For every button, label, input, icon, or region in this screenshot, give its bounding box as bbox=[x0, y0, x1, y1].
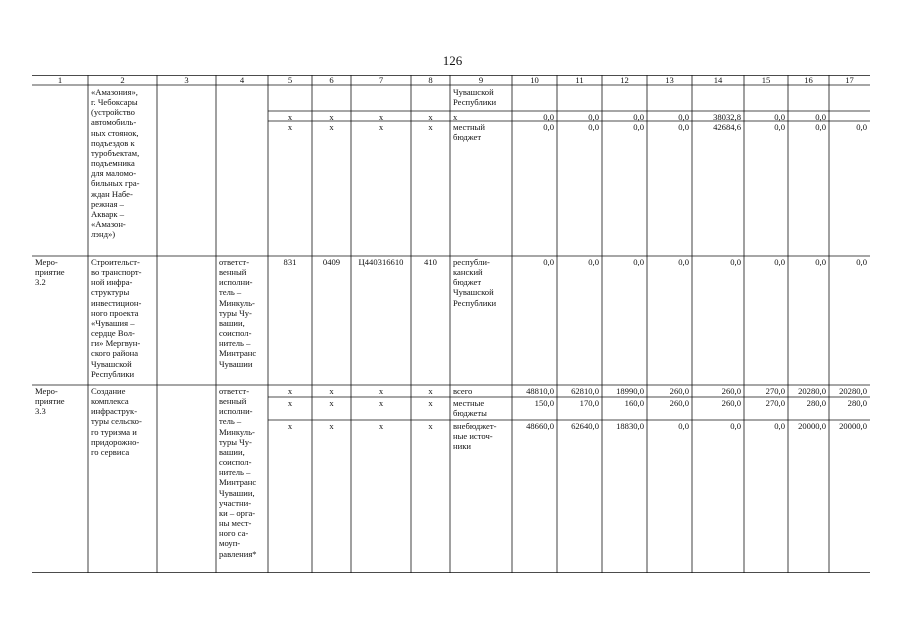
table-cell-col8: х bbox=[428, 398, 433, 408]
table-cell-col8: х bbox=[428, 386, 433, 396]
table-cell-col6: х bbox=[329, 421, 334, 431]
table-cell-col15: 270,0 bbox=[765, 398, 785, 408]
table-cell-col9: республи- канский бюджет Чувашской Республики bbox=[453, 257, 497, 308]
column-header: 1 bbox=[57, 75, 63, 85]
table-cell-col14: 0,0 bbox=[730, 257, 741, 267]
table-cell-col17: 20280,0 bbox=[839, 386, 867, 396]
table-cell-col16: 0,0 bbox=[815, 257, 826, 267]
table-cell-col9: внебюджет- ные источ- ники bbox=[453, 421, 497, 452]
table-cell-col8: х bbox=[428, 122, 433, 132]
table-cell-col11: 0,0 bbox=[588, 122, 599, 132]
table-cell-col10: 150,0 bbox=[534, 398, 554, 408]
table-cell-col14: 42684,6 bbox=[713, 122, 741, 132]
column-header: 14 bbox=[713, 75, 723, 85]
table-cell-col15: 0,0 bbox=[774, 257, 785, 267]
budget-table bbox=[32, 75, 870, 573]
measure-number: Меро- приятие 3.2 bbox=[35, 257, 65, 288]
table-cell-col14: 38032,8 bbox=[713, 112, 741, 122]
table-cell-col5: х bbox=[287, 122, 293, 132]
table-cell-col5: 831 bbox=[283, 257, 297, 267]
table-cell-col7: х bbox=[378, 398, 384, 408]
table-cell-col9: х bbox=[453, 112, 458, 122]
column-header: 3 bbox=[184, 75, 189, 85]
table-cell-col11: 62640,0 bbox=[571, 421, 599, 431]
page-number: 126 bbox=[442, 53, 463, 68]
table-cell-col5: х bbox=[287, 398, 293, 408]
table-cell-col12: 0,0 bbox=[633, 122, 644, 132]
table-cell-col6: 0409 bbox=[322, 257, 341, 267]
table-cell-col13: 0,0 bbox=[678, 112, 689, 122]
column-header: 13 bbox=[665, 75, 674, 85]
column-header: 15 bbox=[761, 75, 771, 85]
table-cell-col17: 280,0 bbox=[847, 398, 867, 408]
table-cell-col5: х bbox=[287, 421, 293, 431]
table-cell-col5: х bbox=[287, 386, 293, 396]
measure-description: Строительст- во транспорт- ной инфра- структуры инвестицион- ного проекта «Чувашия – сердце Вол- ги» Мергвун- ского района Чувашской Республики bbox=[91, 257, 142, 379]
table-cell-col10: 48660,0 bbox=[526, 421, 554, 431]
table-cell-col9: местный бюджет bbox=[453, 122, 486, 143]
table-cell-col7: х bbox=[378, 122, 384, 132]
table-cell-col16: 0,0 bbox=[815, 112, 826, 122]
table-cell-col7: х bbox=[378, 386, 384, 396]
table-cell-col6: х bbox=[329, 112, 334, 122]
column-header: 7 bbox=[378, 75, 384, 85]
table-cell-col6: х bbox=[329, 386, 334, 396]
table-cell-col17: 20000,0 bbox=[839, 421, 867, 431]
measure-number: Меро- приятие 3.3 bbox=[35, 386, 65, 417]
table-cell-col12: 18990,0 bbox=[616, 386, 644, 396]
table-cell-col14: 260,0 bbox=[721, 398, 741, 408]
table-cell-col13: 0,0 bbox=[678, 257, 689, 267]
table-cell-col7: Ц440316610 bbox=[358, 257, 404, 267]
table-cell-col13: 260,0 bbox=[669, 398, 689, 408]
table-cell-col7: х bbox=[378, 421, 384, 431]
table-cell-col16: 280,0 bbox=[806, 398, 826, 408]
responsible-executor: ответст- венный исполни- тель – Минкуль- туры Чу- вашии, соиспол- нитель – Минтранс Чувашии bbox=[219, 257, 257, 369]
table-cell-col8: х bbox=[428, 421, 433, 431]
table-cell-col11: 0,0 bbox=[588, 257, 599, 267]
column-header: 16 bbox=[804, 75, 813, 85]
table-cell-col15: 0,0 bbox=[774, 421, 785, 431]
table-cell-col12: 160,0 bbox=[624, 398, 644, 408]
table-cell-col6: х bbox=[329, 122, 334, 132]
table-cell-col17: 0,0 bbox=[856, 122, 867, 132]
table-cell-col9: всего bbox=[453, 386, 473, 396]
column-header: 12 bbox=[620, 75, 629, 85]
measure-description: Создание комплекса инфраструк- туры сельско- го туризма и придорожно- го сервиса bbox=[91, 386, 142, 457]
measure-description: «Амазония», г. Чебоксары (устройство автомобиль- ных стоянок, подъездов к туробъектам, подъемника для маломо- бильных гра- ждан Набе- режная – Акварк – «Амазон- лэнд») bbox=[91, 87, 140, 240]
table-cell-col13: 260,0 bbox=[669, 386, 689, 396]
table-cell-col12: 0,0 bbox=[633, 257, 644, 267]
table-cell-col12: 18830,0 bbox=[616, 421, 644, 431]
column-header: 11 bbox=[575, 75, 584, 85]
table-cell-col12: 0,0 bbox=[633, 112, 644, 122]
table-cell-col16: 0,0 bbox=[815, 122, 826, 132]
column-header: 4 bbox=[239, 75, 245, 85]
table-cell-col16: 20000,0 bbox=[798, 421, 826, 431]
table-cell-col10: 48810,0 bbox=[526, 386, 554, 396]
column-header: 5 bbox=[287, 75, 293, 85]
column-header: 9 bbox=[478, 75, 484, 85]
table-cell-col14: 0,0 bbox=[730, 421, 741, 431]
table-cell-col10: 0,0 bbox=[543, 122, 554, 132]
table-cell-col8: 410 bbox=[424, 257, 437, 267]
table-cell-col11: 62810,0 bbox=[571, 386, 599, 396]
column-header: 17 bbox=[845, 75, 854, 85]
column-header: 8 bbox=[428, 75, 433, 85]
column-header: 2 bbox=[120, 75, 125, 85]
table-cell-col14: 260,0 bbox=[721, 386, 741, 396]
table-cell-col10: 0,0 bbox=[543, 257, 554, 267]
table-cell-col15: 0,0 bbox=[774, 112, 785, 122]
table-cell-col9: местные бюджеты bbox=[453, 398, 487, 419]
table-cell-col13: 0,0 bbox=[678, 421, 689, 431]
table-cell-col11: 170,0 bbox=[579, 398, 599, 408]
responsible-executor: ответст- венный исполни- тель – Минкуль- туры Чу- вашии, соиспол- нитель – Минтранс Чувашии, участни- ки – орга- ны мест- ного са- моуп- равления* bbox=[219, 386, 257, 559]
table-grid bbox=[32, 75, 870, 573]
table-cell-col6: х bbox=[329, 398, 334, 408]
budget-source: Чувашской Республики bbox=[453, 87, 497, 108]
table-cell-col17: 0,0 bbox=[856, 257, 867, 267]
table-cell-col13: 0,0 bbox=[678, 122, 689, 132]
table-cell-col15: 270,0 bbox=[765, 386, 785, 396]
table-cell-col16: 20280,0 bbox=[798, 386, 826, 396]
table-cell-col10: 0,0 bbox=[543, 112, 554, 122]
column-header: 10 bbox=[530, 75, 539, 85]
table-cell-col7: х bbox=[378, 112, 384, 122]
column-header: 6 bbox=[329, 75, 334, 85]
table-cell-col5: х bbox=[287, 112, 293, 122]
table-cell-col8: х bbox=[428, 112, 433, 122]
table-cell-col11: 0,0 bbox=[588, 112, 599, 122]
table-cell-col15: 0,0 bbox=[774, 122, 785, 132]
